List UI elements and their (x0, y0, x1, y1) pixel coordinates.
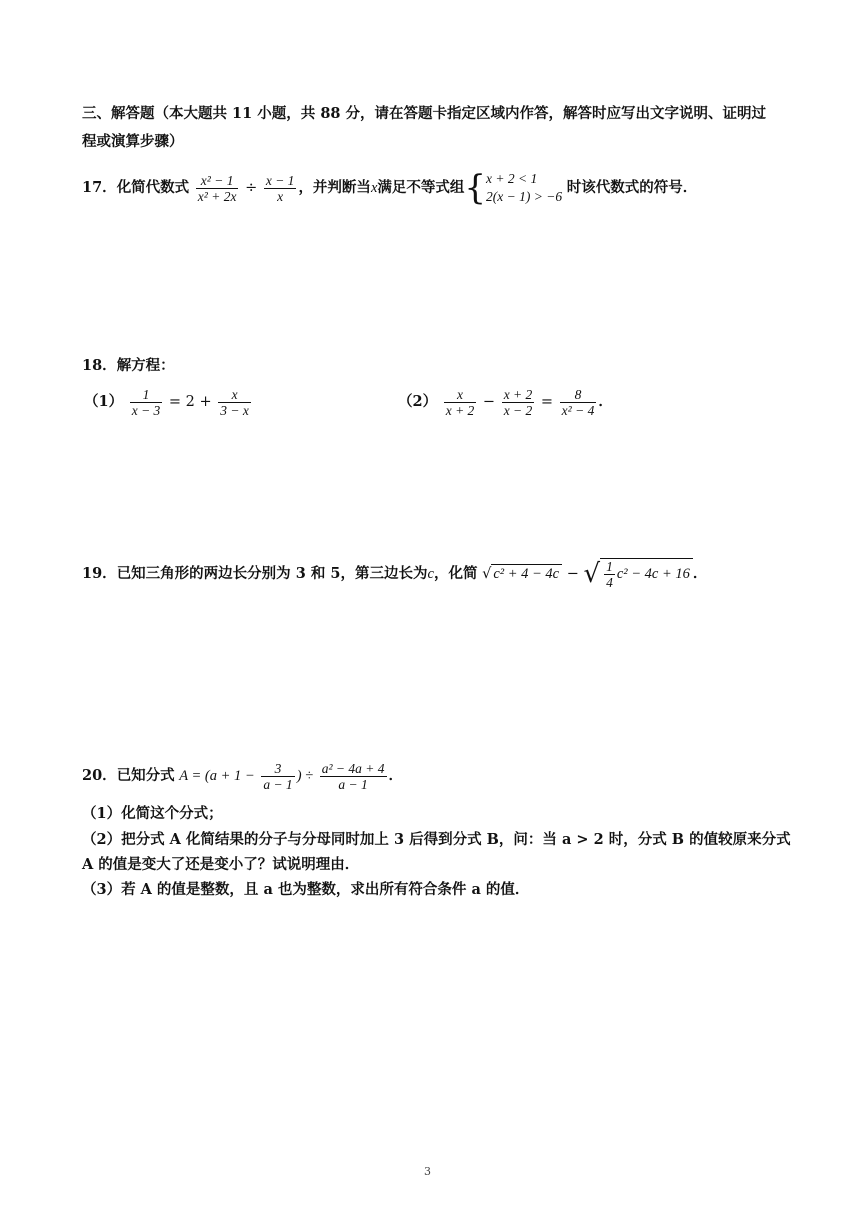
square-root (583, 554, 692, 594)
variable: c (427, 566, 434, 582)
numerator: x (444, 387, 477, 403)
numerator: 1 (130, 387, 163, 403)
numerator: x + 2 (503, 386, 533, 402)
question-text: 已知分式 (116, 767, 175, 784)
question-text: ，并判断当 (298, 179, 371, 196)
math-text: = (540, 394, 554, 410)
radical-sign-icon: √ (482, 566, 492, 582)
math-text: − (482, 394, 496, 410)
inequality-system (486, 170, 562, 206)
section-heading-line2: 程或演算步骤） (82, 133, 184, 150)
denominator: a − 1 (263, 776, 293, 792)
question-number: 20． (82, 767, 117, 784)
radicand: c² + 4 − 4c (491, 564, 562, 583)
question-19 (82, 554, 707, 594)
numerator: 3 (261, 761, 294, 777)
denominator: x + 2 (445, 402, 475, 418)
divide-sign: ÷ (245, 180, 258, 196)
math-text: ． (388, 767, 403, 784)
math-text: = 2 + (168, 394, 212, 410)
page-number: 3 (424, 1165, 431, 1178)
question-text: 解方程： (116, 357, 175, 374)
denominator: 4 (606, 575, 613, 590)
fraction (196, 173, 239, 204)
numerator: 8 (560, 387, 597, 403)
denominator: a − 1 (338, 776, 368, 792)
question-text: ，化简 (433, 565, 478, 582)
question-text: 时该代数式的符号． (566, 179, 698, 196)
math-text: ． (598, 393, 613, 410)
left-brace-icon: { (464, 168, 487, 208)
inequality-1: x + 2 < 1 (486, 171, 538, 186)
fraction (130, 387, 163, 418)
numerator: 1 (606, 559, 613, 574)
denominator: x² − 4 (561, 402, 595, 418)
denominator: x² + 2x (197, 188, 237, 204)
square-root (482, 554, 562, 594)
question-17 (82, 168, 697, 208)
question-number: 19． (82, 565, 117, 582)
fraction (218, 387, 251, 418)
fraction (502, 387, 535, 418)
fraction (264, 173, 297, 204)
question-20 (82, 756, 403, 796)
question-20-part-2-line2: A 的值是变大了还是变小了？试说明理由． (82, 856, 360, 873)
numerator: x − 1 (265, 172, 295, 188)
question-20-part-3: （3）若 A 的值是整数，且 a 也为整数，求出所有符合条件 a 的值． (82, 881, 530, 898)
math-text: ) ÷ (296, 768, 314, 784)
math-text: ． (692, 565, 708, 582)
inequality-2: 2(x − 1) > −6 (486, 189, 563, 204)
math-text: A = (a + 1 − (179, 768, 255, 784)
question-text: 已知三角形的两边长分别为 3 和 5，第三边长为 (116, 565, 428, 582)
question-text: 化简代数式 (116, 179, 190, 196)
fraction (560, 387, 597, 418)
question-18-part-2 (398, 382, 613, 422)
numerator: a² − 4a + 4 (321, 760, 385, 776)
numerator: x (218, 387, 251, 403)
denominator: x − 3 (131, 402, 161, 418)
denominator: x (277, 188, 284, 204)
question-number: 17． (82, 179, 117, 196)
variable: x (370, 180, 378, 196)
question-text: 满足不等式组 (377, 179, 465, 196)
part-label: （2） (398, 393, 438, 410)
math-text: − (566, 566, 579, 582)
denominator: x − 2 (503, 402, 533, 418)
fraction (261, 761, 294, 792)
radicand-rest: c² − 4c + 16 (616, 565, 690, 582)
question-18-part-1 (84, 382, 253, 422)
fraction (444, 387, 477, 418)
section-heading-line1: 三、解答题（本大题共 11 小题，共 88 分，请在答题卡指定区域内作答，解答时应写出文字说明、证明过 (82, 105, 767, 122)
radical-sign-icon: √ (583, 559, 601, 589)
question-20-part-1: （1）化简这个分式； (82, 805, 223, 822)
fraction (604, 559, 615, 590)
question-18-title (82, 356, 175, 376)
fraction (320, 761, 387, 792)
radicand (600, 558, 693, 590)
numerator: x² − 1 (196, 173, 239, 189)
question-number: 18． (82, 357, 117, 374)
denominator: 3 − x (220, 402, 249, 418)
question-20-part-2-line1: （2）把分式 A 化简结果的分子与分母同时加上 3 后得到分式 B，问：当 a > 2 时，分式 B 的值较原来分式 (82, 831, 791, 848)
part-label: （1） (84, 393, 124, 410)
